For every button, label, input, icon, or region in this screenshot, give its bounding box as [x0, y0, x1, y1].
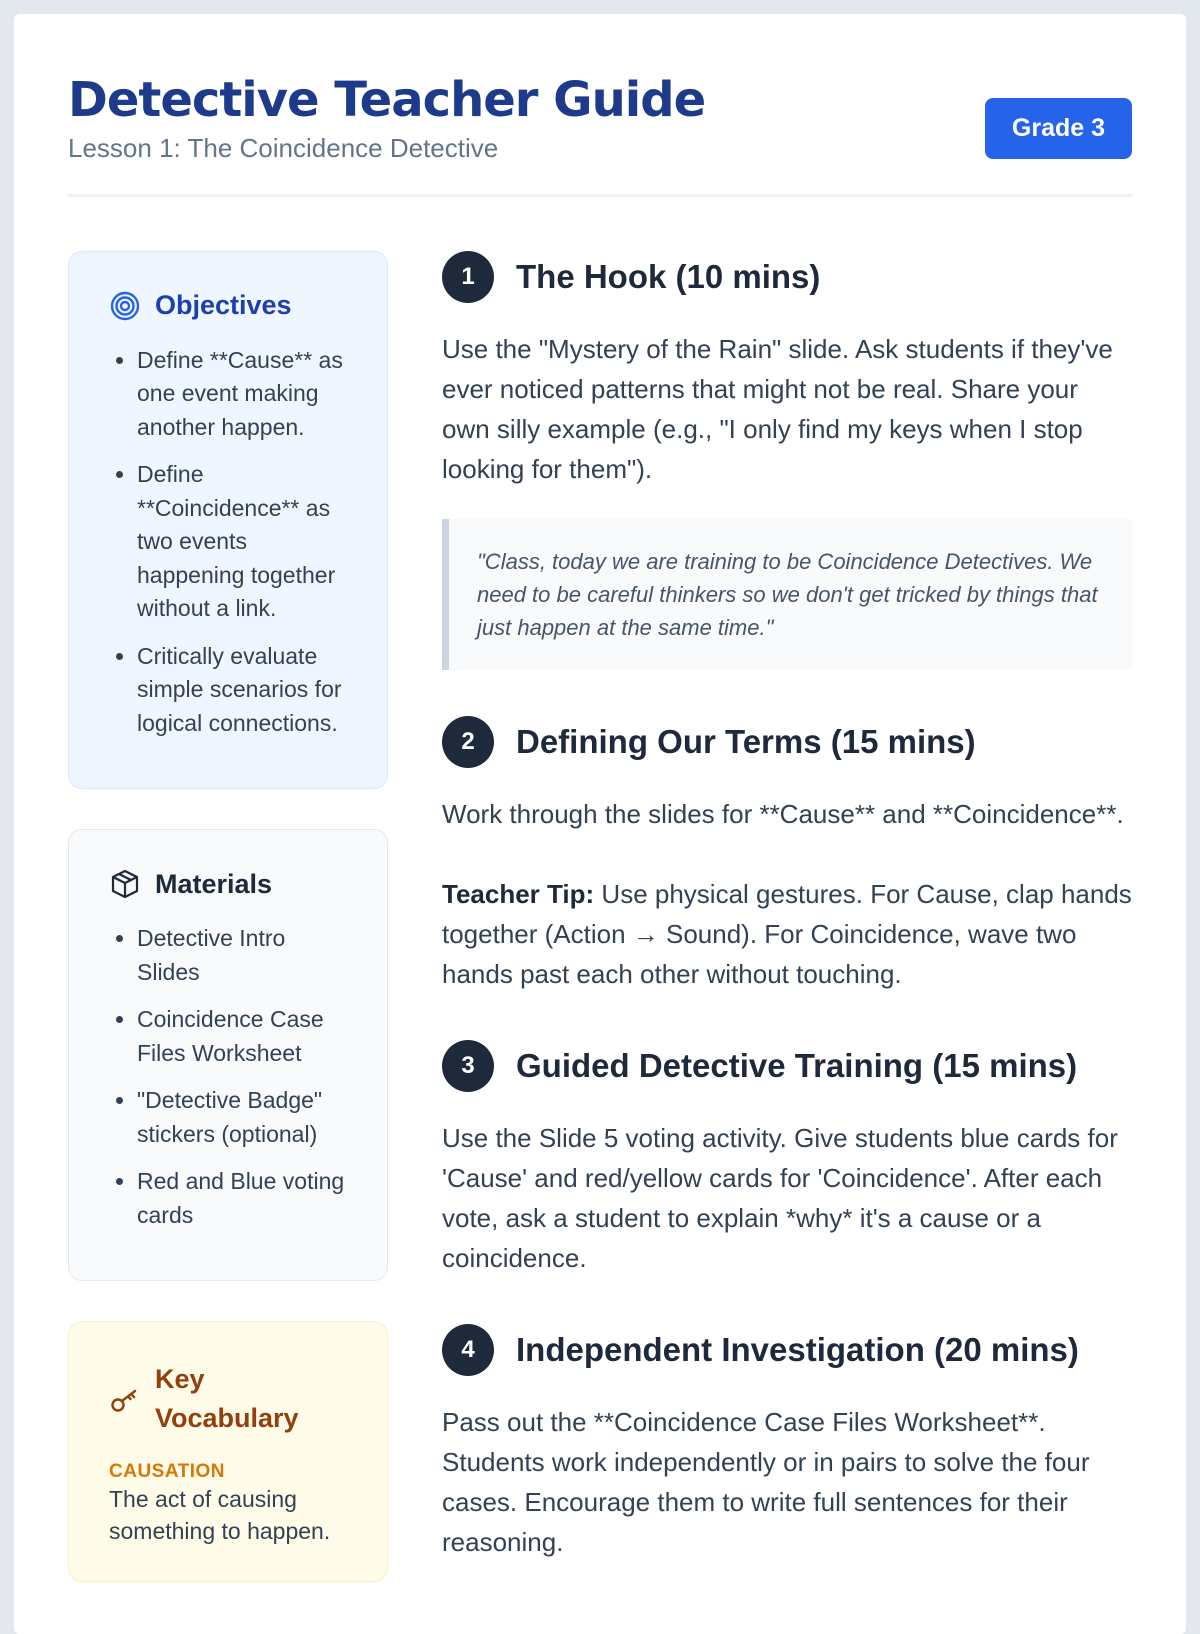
lesson-subtitle: Lesson 1: The Coincidence Detective — [68, 132, 499, 163]
objectives-title: Objectives — [155, 290, 292, 321]
vocabulary-header — [109, 1360, 347, 1438]
vocabulary-card — [68, 1321, 388, 1581]
step-4 — [442, 1324, 1132, 1562]
box-icon — [109, 868, 141, 900]
page-title: Detective Teacher Guide — [68, 72, 706, 128]
target-icon — [109, 290, 141, 322]
materials-title: Materials — [155, 868, 273, 899]
lesson-steps — [442, 251, 1132, 1622]
step-description: Use the Slide 5 voting activity. Give students blue cards for 'Cause' and red/yellow cards for 'Coincidence'. After each vote, ask a student to explain *why* it's a cause or a coincidence. — [442, 1122, 1118, 1273]
step-header — [442, 251, 1132, 303]
vocabulary-title: Key Vocabulary — [155, 1364, 299, 1434]
material-item: • Red and Blue voting cards — [137, 1165, 347, 1232]
teacher-tip-label: Teacher Tip: — [442, 878, 595, 909]
step-2 — [442, 716, 1132, 994]
page-header — [68, 74, 1132, 197]
materials-header — [109, 868, 347, 900]
step-header — [442, 716, 1132, 768]
vocab-term: CAUSATION — [109, 1460, 226, 1482]
teacher-tip-text: Use physical gestures. For Cause, clap hands together (Action → Sound). For Coincidence, wave two hands past each other without touching. — [442, 878, 1132, 989]
step-title: Independent Investigation (20 mins) — [516, 1330, 1079, 1368]
teacher-tip — [442, 874, 1132, 994]
step-title: Defining Our Terms (15 mins) — [516, 722, 976, 760]
objectives-header — [109, 290, 347, 322]
materials-list — [109, 922, 347, 1232]
header-titles — [68, 74, 705, 164]
step-header — [442, 1324, 1132, 1376]
step-number-badge: 1 — [442, 251, 494, 303]
objectives-list — [109, 344, 347, 741]
objective-item: • Define **Cause** as one event making another happen. — [137, 344, 347, 445]
teacher-script-quote: "Class, today we are training to be Coincidence Detectives. We need to be careful thinkers so we don't get tricked by things that just happen at the same time." — [442, 519, 1132, 670]
grade-badge: Grade 3 — [985, 98, 1132, 159]
objective-item: • Critically evaluate simple scenarios for logical connections. — [137, 640, 347, 741]
step-number-badge: 3 — [442, 1040, 494, 1092]
step-3 — [442, 1040, 1132, 1278]
objective-item: • Define **Coincidence** as two events happening together without a link. — [137, 458, 347, 626]
step-1 — [442, 251, 1132, 670]
step-number-badge: 4 — [442, 1324, 494, 1376]
objectives-card — [68, 251, 388, 790]
step-description: Use the "Mystery of the Rain" slide. Ask students if they've ever noticed patterns that might not be real. Share your own silly example (e.g., "I only find my keys when I stop looking for them"). — [442, 333, 1113, 484]
step-title: Guided Detective Training (15 mins) — [516, 1046, 1078, 1084]
sidebar — [68, 251, 388, 1622]
material-item: • "Detective Badge" stickers (optional) — [137, 1084, 347, 1151]
teacher-guide-page — [14, 14, 1186, 1634]
material-item: • Detective Intro Slides — [137, 922, 347, 989]
content-area — [68, 251, 1132, 1622]
step-number-badge: 2 — [442, 716, 494, 768]
material-item: • Coincidence Case Files Worksheet — [137, 1003, 347, 1070]
step-description: Pass out the **Coincidence Case Files Worksheet**. Students work independently or in pairs to solve the four cases. Encourage them to write full sentences for their reasoning. — [442, 1406, 1090, 1557]
vocab-definition: The act of causing something to happen. — [109, 1485, 331, 1544]
step-description: Work through the slides for **Cause** and **Coincidence**. — [442, 798, 1124, 829]
step-header — [442, 1040, 1132, 1092]
step-title: The Hook (10 mins) — [516, 257, 821, 295]
materials-card — [68, 829, 388, 1281]
key-icon — [109, 1383, 141, 1415]
